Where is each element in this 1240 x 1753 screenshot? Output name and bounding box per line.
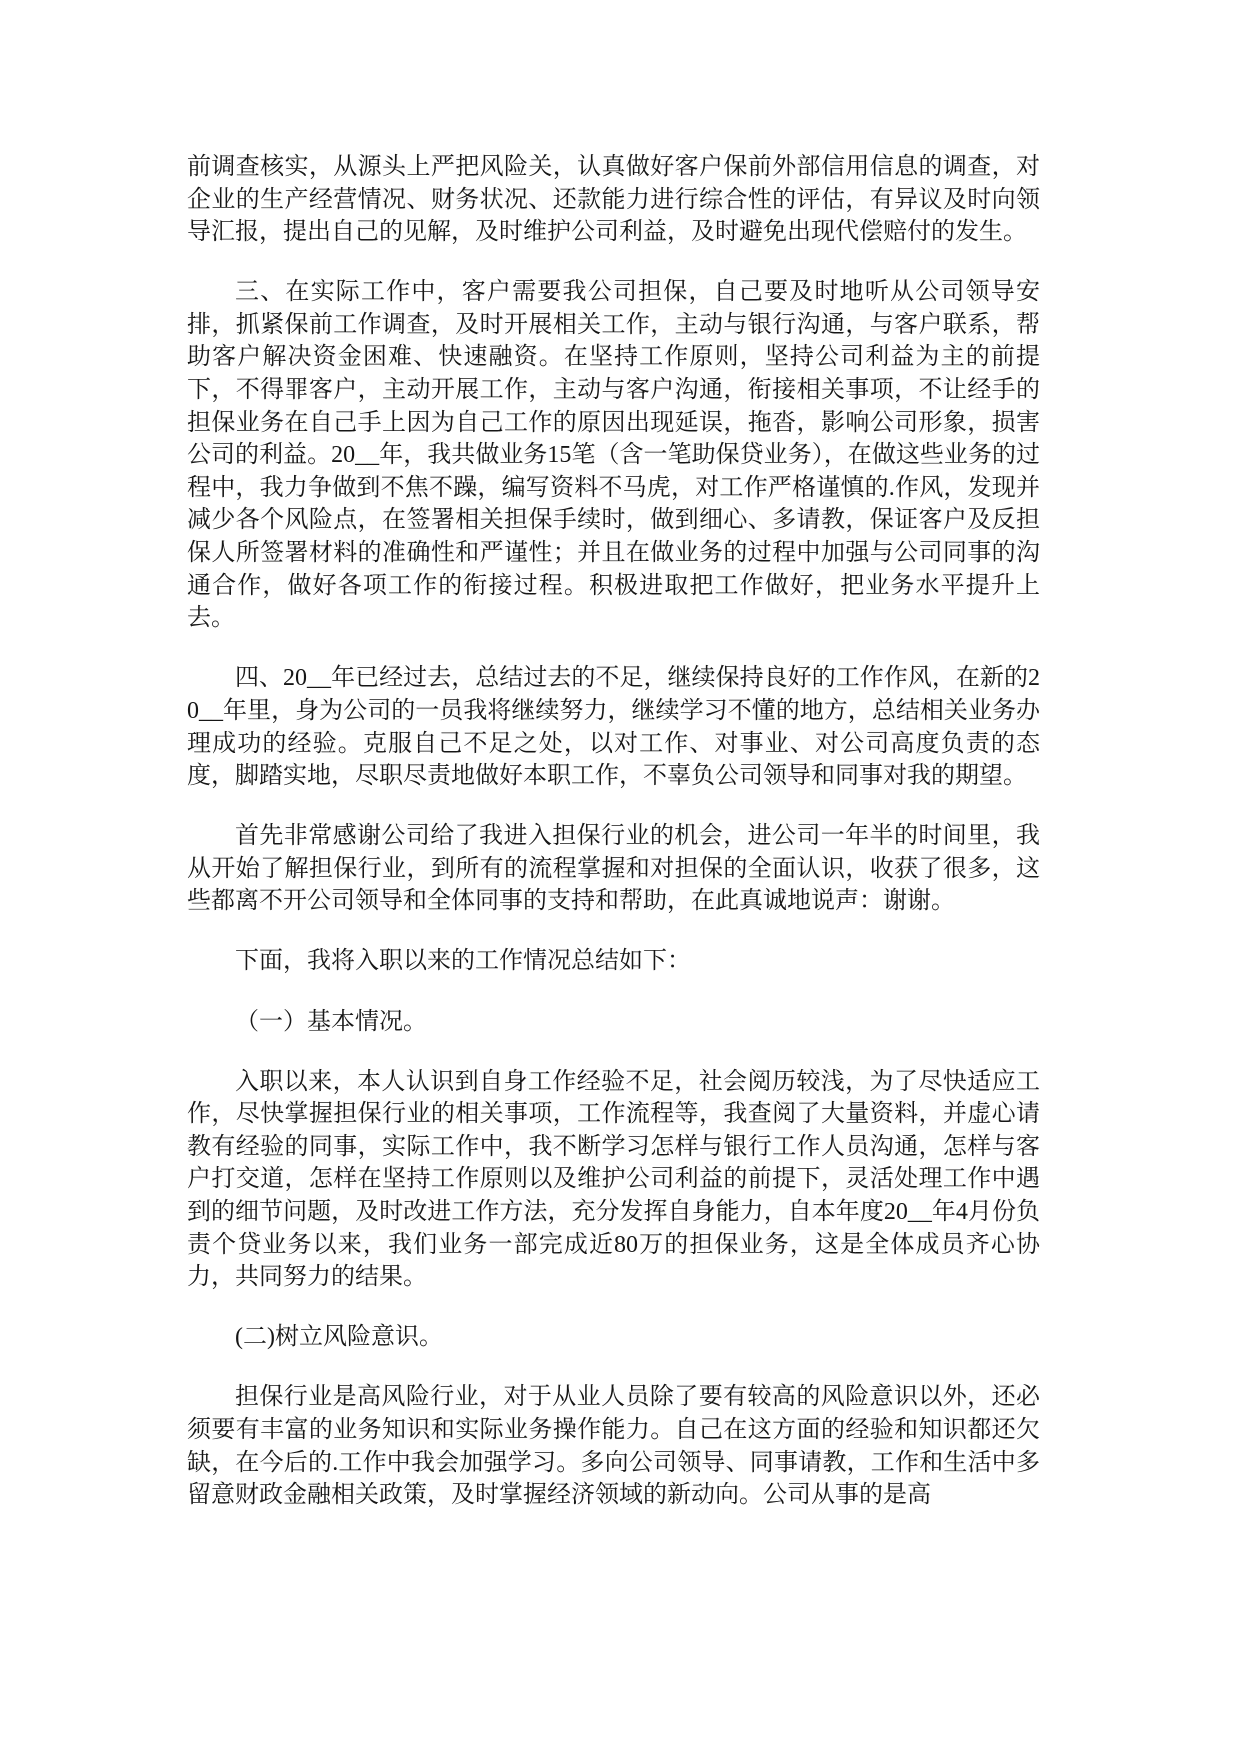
paragraph-continuation: 前调查核实，从源头上严把风险关，认真做好客户保前外部信用信息的调查，对企业的生产经营情况、财务状况、还款能力进行综合性的评估，有异议及时向领导汇报，提出自己的见解，及时维护公司利益，及时避免出现代偿赔付的发生。 (187, 154, 1040, 246)
paragraph-risk-awareness: 担保行业是高风险行业，对于从业人员除了要有较高的风险意识以外，还必须要有丰富的业务知识和实际业务操作能力。自己在这方面的经验和知识都还欠缺，在今后的.工作中我会加强学习。多向公司领导、同事请教，工作和生活中多留意财政金融相关政策，及时掌握经济领域的新动向。公司从事的是高 (187, 1384, 1040, 1509)
paragraph-basic-situation: 入职以来，本人认识到自身工作经验不足，社会阅历较浅，为了尽快适应工作，尽快掌握担保行业的相关事项，工作流程等，我查阅了大量资料，并虚心请教有经验的同事，实际工作中，我不断学习怎样与银行工作人员沟通，怎样与客户打交道，怎样在坚持工作原则以及维护公司利益的前提下，灵活处理工作中遇到的细节问题，及时改进工作方法，充分发挥自身能力，自本年度20__年4月份负责个贷业务以来，我们业务一部完成近80万的担保业务，这是全体成员齐心协力，共同努力的结果。 (187, 1068, 1040, 1291)
paragraph-thanks: 首先非常感谢公司给了我进入担保行业的机会，进公司一年半的时间里，我从开始了解担保行业，到所有的流程掌握和对担保的全面认识，收获了很多，这些都离不开公司领导和全体同事的支持和帮助，在此真诚地说声：谢谢。 (187, 823, 1040, 915)
heading-basic-situation: （一）基本情况。 (235, 1008, 427, 1035)
paragraph-item-three: 三、在实际工作中，客户需要我公司担保，自己要及时地听从公司领导安排，抓紧保前工作调查，及时开展相关工作，主动与银行沟通，与客户联系，帮助客户解决资金困难、快速融资。在坚持工作原则，坚持公司利益为主的前提下，不得罪客户，主动开展工作，主动与客户沟通，衔接相关事项，不让经手的担保业务在自己手上因为自己工作的原因出现延误，拖沓，影响公司形象，损害公司的利益。20__年，我共做业务15笔（含一笔助保贷业务），在做这些业务的过程中，我力争做到不焦不躁，编写资料不马虎，对工作严格谨慎的.作风，发现并减少各个风险点，在签署相关担保手续时，做到细心、多请教，保证客户及反担保人所签署材料的准确性和严谨性；并且在做业务的过程中加强与公司同事的沟通合作，做好各项工作的衔接过程。积极进取把工作做好，把业务水平提升上去。 (187, 279, 1040, 632)
paragraph-item-four: 四、20__年已经过去，总结过去的不足，继续保持良好的工作作风，在新的20__年里，身为公司的一员我将继续努力，继续学习不懂的地方，总结相关业务办理成功的经验。克服自己不足之处，以对工作、对事业、对公司高度负责的态度，脚踏实地，尽职尽责地做好本职工作，不辜负公司领导和同事对我的期望。 (187, 665, 1040, 790)
document-page (187, 151, 1040, 1512)
heading-risk-awareness: (二)树立风险意识。 (235, 1324, 443, 1351)
paragraph-summary-intro: 下面，我将入职以来的工作情况总结如下： (235, 948, 691, 975)
